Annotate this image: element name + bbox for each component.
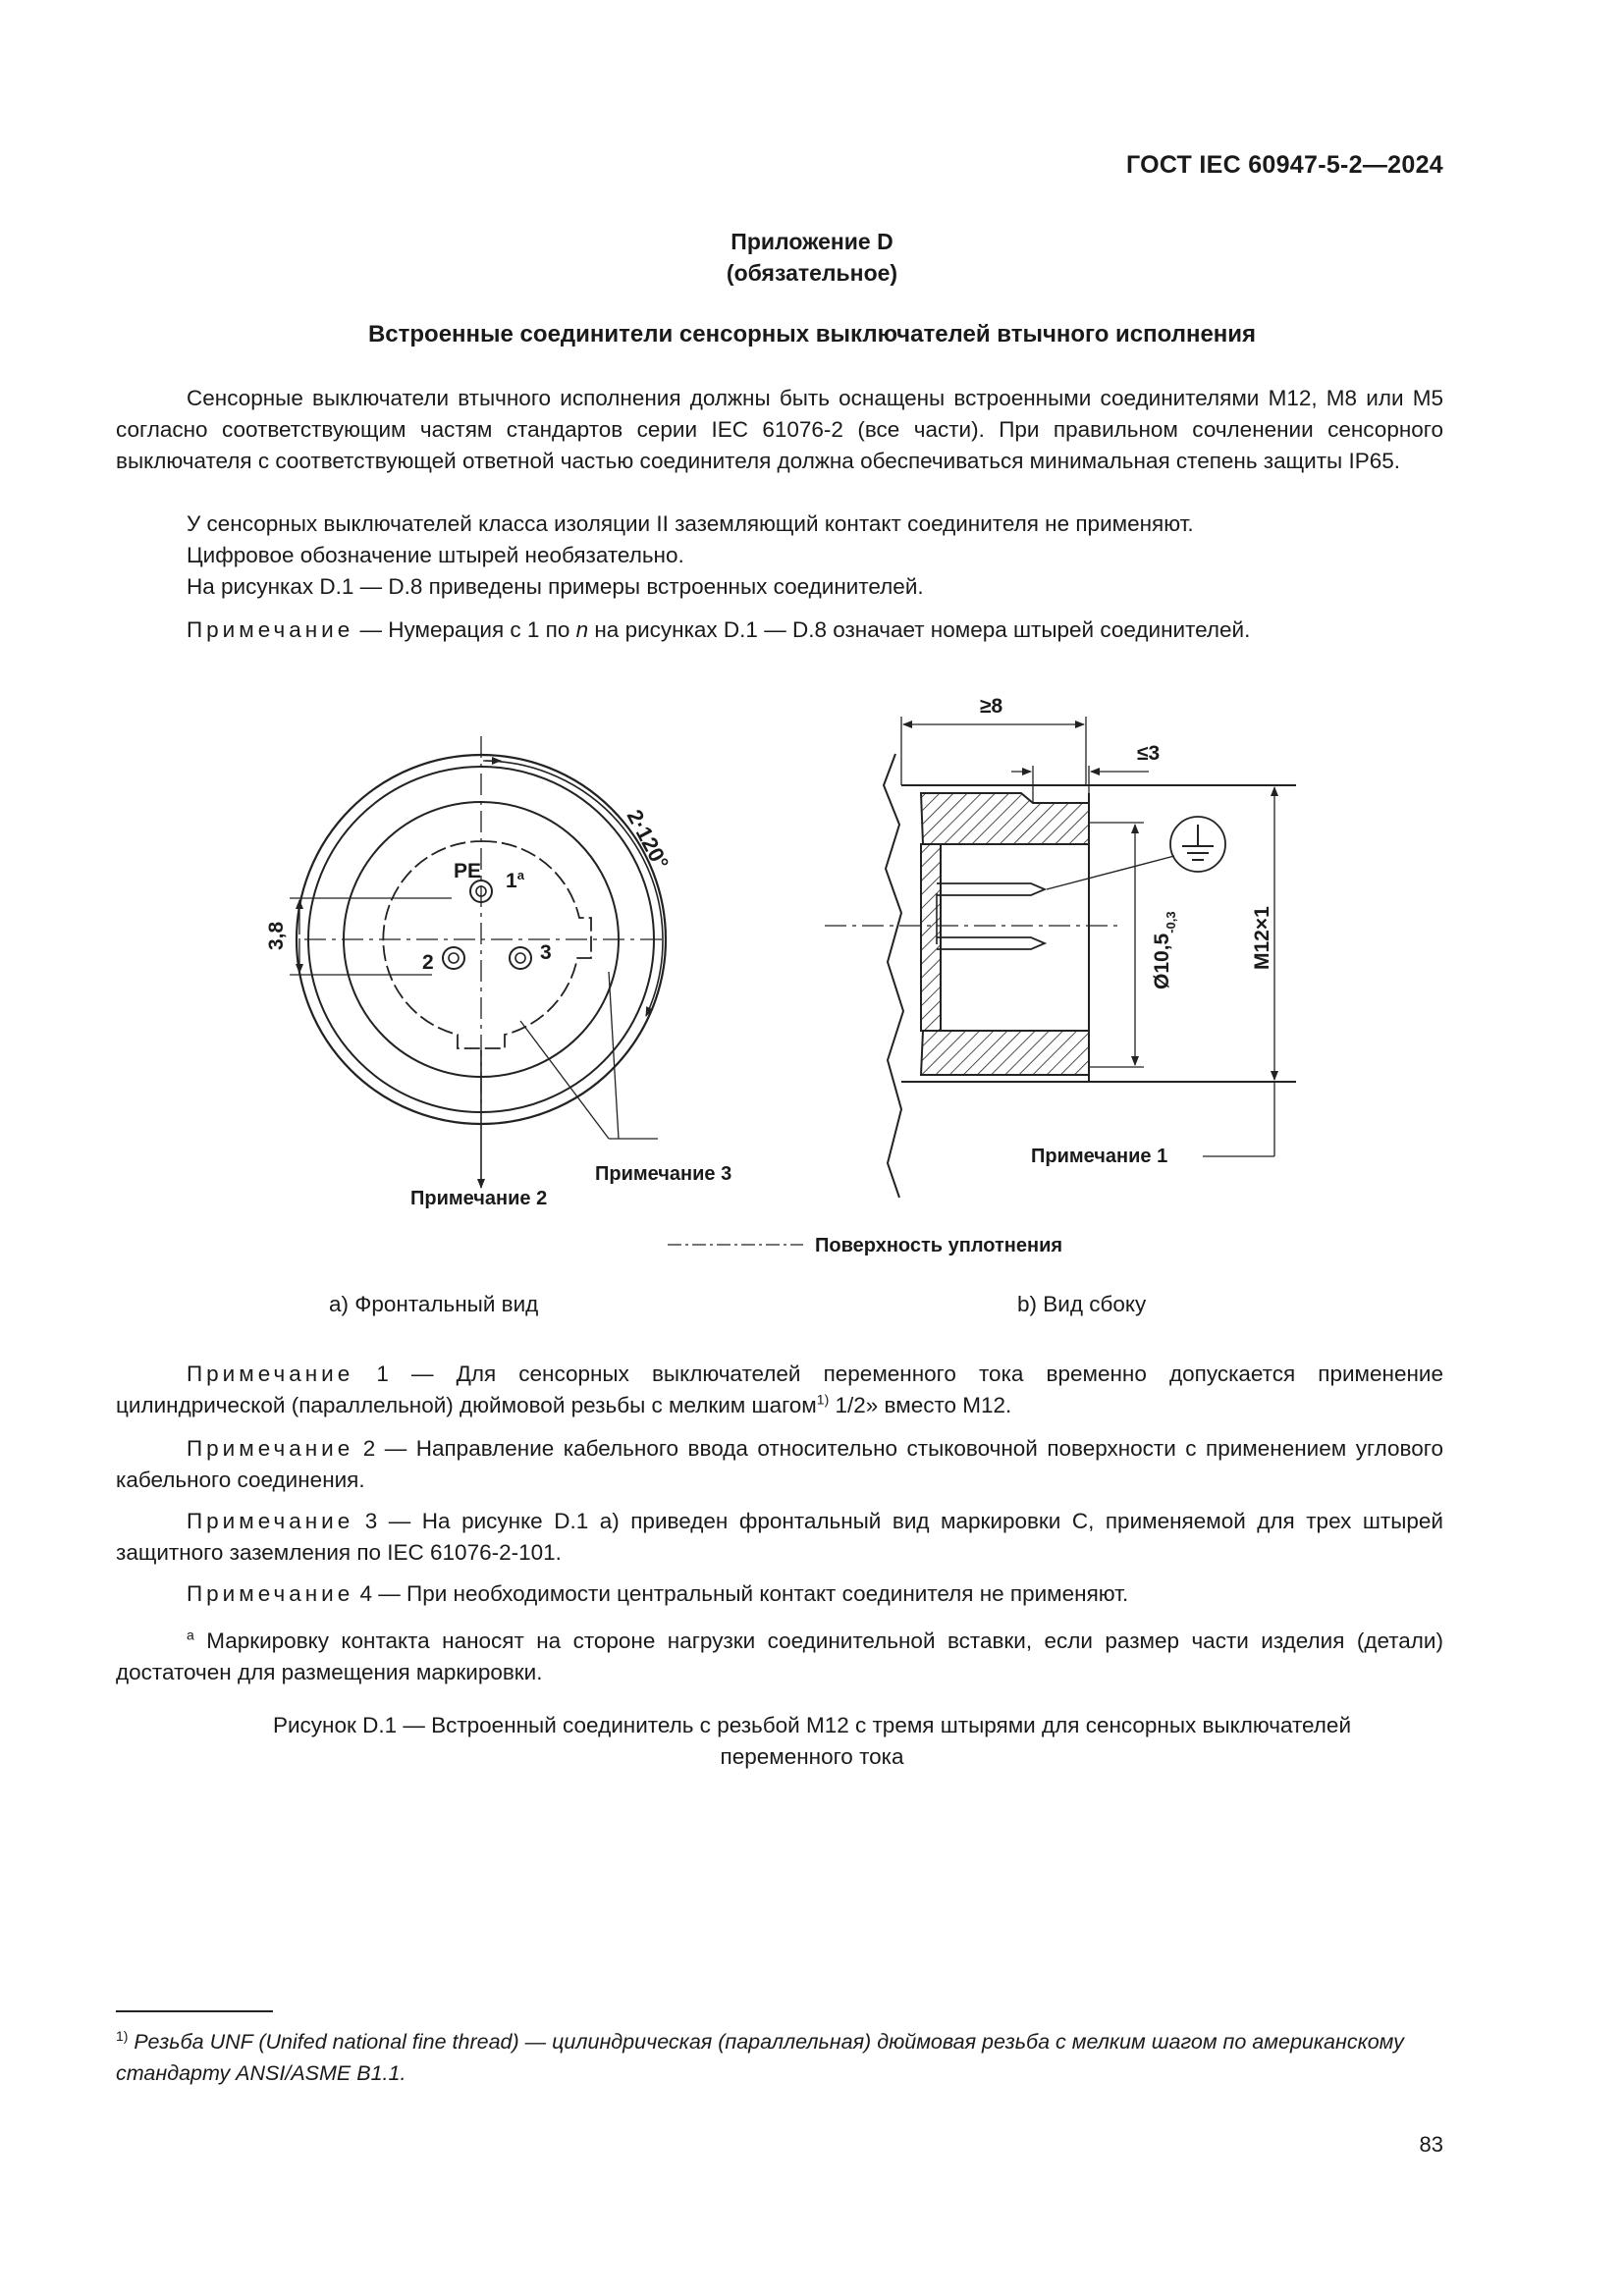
- note-2: Примечание 2 — Направление кабельного ввода относительно стыковочной поверхности с применением углового кабельного соединения.: [116, 1436, 1443, 1492]
- caption-side-view: b) Вид сбоку: [1017, 1292, 1147, 1316]
- front-view: [290, 736, 668, 1188]
- note-1: Примечание 1 — Для сенсорных выключателей переменного тока временно допускается применение цилиндрической (параллельной) дюймовой резьбы с мелким шагом$^{1)}$ 1/2» вместо M12.: [116, 1362, 1443, 1417]
- label-note2: Примечание 2: [410, 1188, 548, 1209]
- label-note1: Примечание 1: [1031, 1146, 1168, 1167]
- intro-note: Примечание — Нумерация с 1 по n на рисунках D.1 — D.8 означает номера штырей соединителей.: [187, 617, 1251, 642]
- annex-status: (обязательное): [726, 260, 898, 286]
- dim-ge8: ≥8: [980, 695, 1003, 718]
- page-footnote: $^{1)}$ Резьба UNF (Unifed national fine thread) — цилиндрическая (параллельная) дюймовая резьба с мелким шагом по американскому стандарту ANSI/ASME B1.1.: [116, 2027, 1404, 2085]
- paragraph: На рисунках D.1 — D.8 приведены примеры встроенных соединителей.: [187, 574, 924, 599]
- note-label: Примечание: [187, 617, 354, 642]
- dim-m12: M12×1: [1251, 906, 1273, 970]
- figure-d1-drawing: [236, 677, 1335, 1306]
- page-number: 83: [1419, 2132, 1443, 2157]
- legend-sealing-surface: Поверхность уплотнения: [815, 1235, 1063, 1256]
- label-pin2: 2: [422, 951, 434, 974]
- paragraph: У сенсорных выключателей класса изоляции II заземляющий контакт соединителя не применяют.: [187, 511, 1194, 536]
- annex-name: Приложение D: [731, 229, 893, 254]
- dim-d105: $Ø10,5_{-0,3}$: [1151, 911, 1178, 989]
- annex-heading: [0, 226, 1624, 289]
- note-3: Примечание 3 — На рисунке D.1 a) приведен фронтальный вид маркировки C, применяемой для трех штырей защитного заземления по IEC 61076-2-101.: [116, 1509, 1443, 1565]
- dim-3-8: 3,8: [265, 921, 288, 950]
- dim-angle: 2·120°: [622, 805, 675, 874]
- document-header: ГОСТ IEC 60947-5-2—2024: [1125, 151, 1443, 179]
- section-title: Встроенные соединители сенсорных выключателей втычного исполнения: [367, 321, 1257, 347]
- figure-caption: Рисунок D.1 — Встроенный соединитель с резьбой M12 с тремя штырями для сенсорных выключателей переменного тока: [272, 1713, 1352, 1769]
- footnote-rule: [116, 2010, 273, 2012]
- caption-front-view: a) Фронтальный вид: [329, 1292, 539, 1316]
- note-4: Примечание 4 — При необходимости центральный контакт соединителя не применяют.: [187, 1581, 1129, 1606]
- label-note3: Примечание 3: [595, 1163, 732, 1185]
- pin-3: [510, 947, 531, 969]
- pin-2: [443, 947, 464, 969]
- footnote-a: $^a$ Маркировку контакта наносят на стороне нагрузки соединительной вставки, если размер части изделия (детали) достаточен для размещения маркировки.: [116, 1627, 1443, 1684]
- front-view-labels: [265, 806, 731, 1209]
- label-pin3: 3: [540, 941, 552, 964]
- label-pin1: 1$^a$: [506, 868, 524, 892]
- label-pe: PE: [454, 860, 482, 882]
- side-view: [668, 717, 1296, 1245]
- side-view-labels: [980, 695, 1273, 1167]
- dim-le3: ≤3: [1137, 742, 1161, 765]
- paragraph: Цифровое обозначение штырей необязательно.: [187, 543, 684, 567]
- paragraph: Сенсорные выключатели втычного исполнения должны быть оснащены встроенными соединителями M12, M8 или M5 согласно соответствующим частям стандартов серии IEC 61076-2 (все части). При правильном сочленении сенсорного выключателя с соответствующей ответной частью соединителя должна обеспечиваться минимальная степень защиты IP65.: [116, 386, 1443, 473]
